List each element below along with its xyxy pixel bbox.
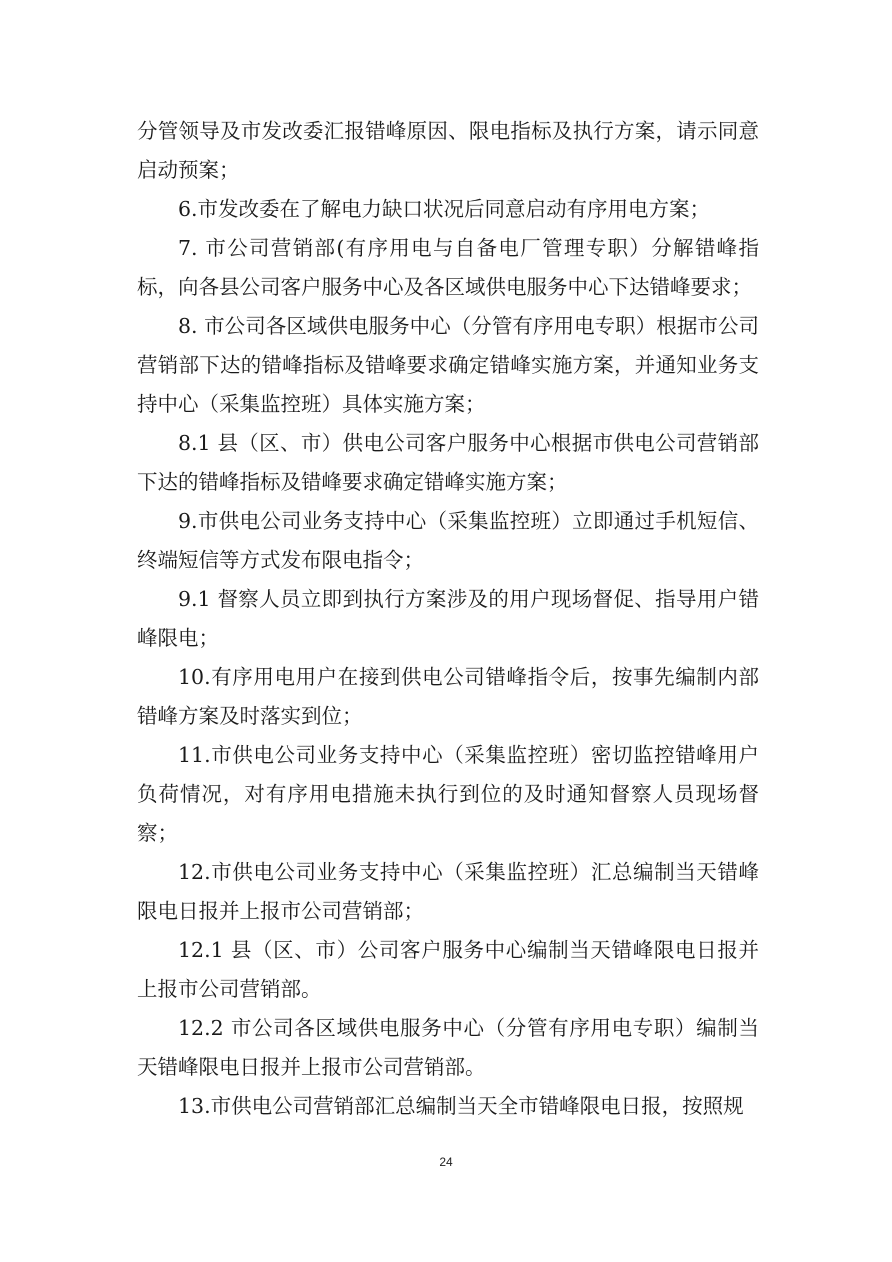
paragraph-item-9-1: 9.1 督察人员立即到执行方案涉及的用户现场督促、指导用户错峰限电； <box>137 587 759 650</box>
paragraph-item-11: 11.市供电公司业务支持中心（采集监控班）密切监控错峰用户负荷情况，对有序用电措施未执行到位的及时通知督察人员现场督察； <box>137 743 759 845</box>
paragraph-item-12-2: 12.2 市公司各区域供电服务中心（分管有序用电专职）编制当天错峰限电日报并上报市公司营销部。 <box>137 1016 759 1079</box>
paragraph-continuation: 分管领导及市发改委汇报错峰原因、限电指标及执行方案，请示同意启动预案； <box>137 119 759 182</box>
page-number: 24 <box>439 1155 453 1169</box>
paragraph-item-8-1: 8.1 县（区、市）供电公司客户服务中心根据市供电公司营销部下达的错峰指标及错峰要求确定错峰实施方案； <box>137 431 759 494</box>
document-body <box>137 112 759 1126</box>
paragraph-item-7: 7. 市公司营销部(有序用电与自备电厂管理专职）分解错峰指标，向各县公司客户服务中心及各区域供电服务中心下达错峰要求； <box>137 236 759 299</box>
paragraph-item-6: 6.市发改委在了解电力缺口状况后同意启动有序用电方案； <box>178 197 711 221</box>
paragraph-item-8: 8. 市公司各区域供电服务中心（分管有序用电专职）根据市公司营销部下达的错峰指标及错峰要求确定错峰实施方案，并通知业务支持中心（采集监控班）具体实施方案； <box>137 314 759 416</box>
paragraph-item-13: 13.市供电公司营销部汇总编制当天全市错峰限电日报，按照规 <box>178 1094 744 1118</box>
paragraph-item-12-1: 12.1 县（区、市）公司客户服务中心编制当天错峰限电日报并上报市公司营销部。 <box>137 938 759 1001</box>
paragraph-item-10: 10.有序用电用户在接到供电公司错峰指令后，按事先编制内部错峰方案及时落实到位； <box>137 665 759 728</box>
paragraph-item-9: 9.市供电公司业务支持中心（采集监控班）立即通过手机短信、终端短信等方式发布限电指令； <box>137 509 759 572</box>
paragraph-item-12: 12.市供电公司业务支持中心（采集监控班）汇总编制当天错峰限电日报并上报市公司营销部； <box>137 860 759 923</box>
